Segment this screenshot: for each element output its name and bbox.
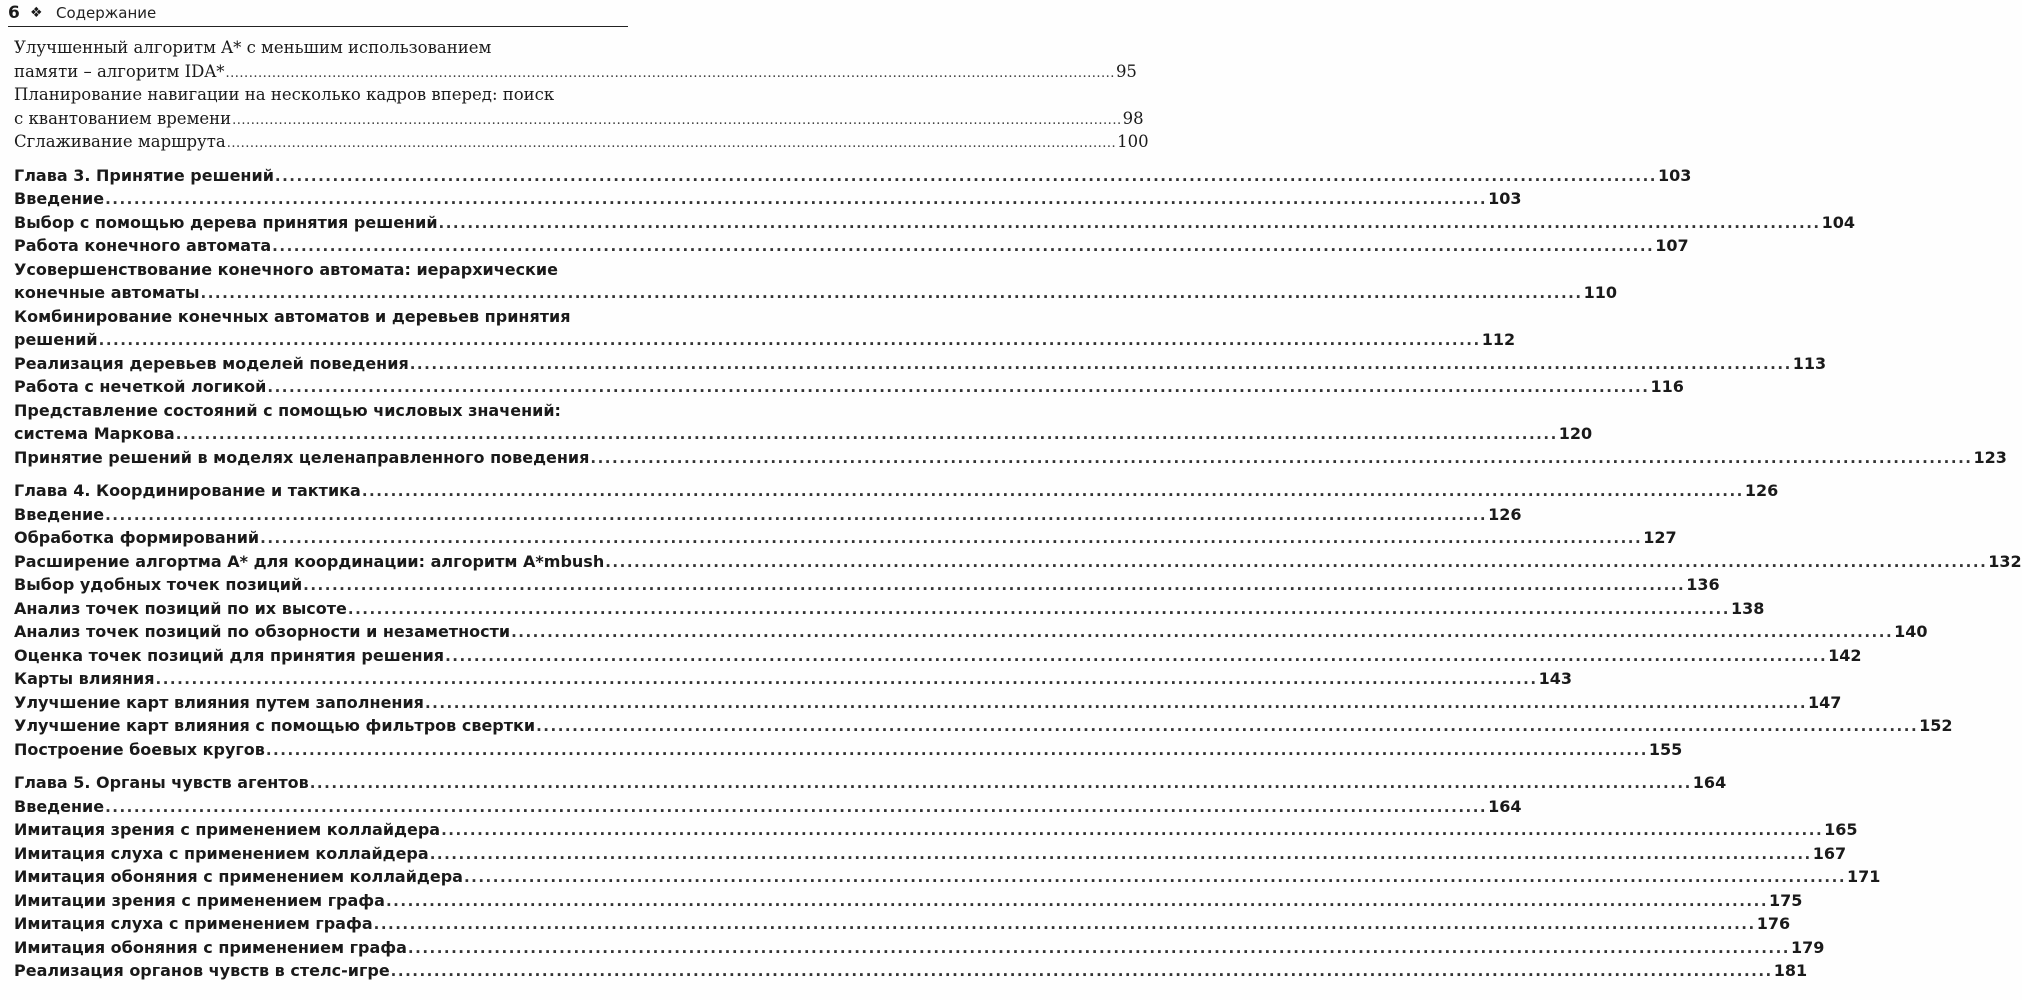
chapter-block	[14, 479, 2022, 761]
toc-entry	[14, 526, 1677, 550]
toc-entry-title: Имитация обоняния с применением коллайдера	[14, 867, 463, 886]
toc-entry	[14, 842, 1847, 866]
toc-entry-page: 112	[1481, 330, 1516, 349]
toc-entry-title: Анализ точек позиций по их высоте	[14, 598, 347, 618]
toc-entry-page: 140	[1894, 622, 1928, 641]
dot-leader	[464, 866, 1846, 890]
toc-entry-line	[14, 211, 1855, 235]
toc-entry-page: 127	[1643, 528, 1677, 547]
toc-entry-page: 175	[1769, 890, 1803, 910]
toc-entry	[14, 258, 1617, 305]
toc-entry-page: 136	[1686, 575, 1720, 594]
toc-entry-page: 171	[1847, 867, 1881, 886]
dot-leader	[408, 937, 1790, 961]
toc-entry-page: 165	[1824, 820, 1858, 839]
dot-leader	[266, 739, 1648, 763]
toc-entry	[14, 130, 1149, 154]
toc-entry-page: 113	[1792, 353, 1827, 373]
toc-entry-page: 143	[1538, 669, 1572, 688]
toc-entry-title: Имитация слуха с применением коллайдера	[14, 843, 429, 863]
toc-entry-title: Сглаживание маршрута	[14, 132, 226, 151]
chapter-heading-line	[14, 164, 1692, 188]
toc-entry-title: Введение	[14, 504, 105, 524]
toc-entry-title: Анализ точек позиций по обзорности и незаметности	[14, 622, 511, 641]
dot-leader	[99, 329, 1481, 353]
page-number: 6	[8, 3, 20, 23]
toc-entry	[14, 738, 1683, 762]
table-of-contents	[14, 36, 2022, 983]
toc-entry-title: Работа конечного автомата	[14, 236, 272, 255]
toc-entry-line	[14, 714, 1953, 738]
toc-entry-title: Реализация деревьев моделей поведения	[14, 353, 409, 373]
toc-entry-title: Расширение алгортма A* для координации: алгоритм A*mbush	[14, 551, 605, 571]
dot-leader	[272, 235, 1654, 259]
toc-entry-page: 132	[1988, 551, 2022, 571]
toc-entry	[14, 667, 1572, 691]
toc-entry-title: Имитация слуха с применением графа	[14, 914, 373, 933]
toc-entry-page: 110	[1583, 283, 1617, 302]
toc-entry-line	[14, 620, 1928, 644]
chapter-heading-title: Глава 5. Органы чувств агентов	[14, 773, 309, 792]
toc-entry-line	[14, 526, 1677, 550]
toc-entry-page: 142	[1828, 645, 1862, 665]
toc-entry-line	[14, 644, 1862, 668]
toc-entry	[14, 691, 1842, 715]
dot-leader	[260, 527, 1642, 551]
chapter-block	[14, 164, 2007, 470]
toc-entry-line	[14, 422, 1593, 446]
dot-leader	[439, 212, 1821, 236]
dot-leader	[605, 551, 1987, 575]
toc-entry-text: Планирование навигации на несколько кадров вперед: поиск	[14, 85, 555, 104]
dot-leader	[105, 504, 1487, 528]
toc-entry	[14, 375, 1684, 399]
toc-entry-line	[14, 107, 1144, 131]
toc-entry	[14, 305, 1516, 352]
toc-entry	[14, 912, 1791, 936]
toc-entry	[14, 959, 1808, 983]
toc-entry-line	[14, 352, 1827, 376]
toc-entry-line	[14, 60, 1137, 84]
toc-entry-page: 176	[1756, 914, 1791, 933]
dot-leader	[386, 890, 1768, 914]
toc-entry-title: система Маркова	[14, 424, 175, 443]
dot-leader	[201, 282, 1583, 306]
dot-leader	[410, 353, 1792, 377]
toc-entry-page: 104	[1821, 212, 1855, 232]
toc-entry-page: 167	[1812, 843, 1847, 863]
toc-entry	[14, 889, 1803, 913]
toc-entry	[14, 36, 1137, 83]
toc-entry-title: Улучшение карт влияния путем заполнения	[14, 692, 424, 712]
toc-entry	[14, 620, 1928, 644]
toc-entry	[14, 211, 1855, 235]
toc-entry-page: 138	[1730, 598, 1765, 618]
toc-entry-title: Выбор удобных точек позиций	[14, 575, 303, 594]
toc-entry	[14, 446, 2007, 470]
dot-leader	[156, 668, 1538, 692]
dot-leader	[267, 376, 1649, 400]
toc-entry-text: Улучшенный алгоритм A* с меньшим использованием	[14, 38, 492, 57]
dot-leader	[105, 796, 1487, 820]
toc-entry	[14, 503, 1522, 527]
toc-entry	[14, 573, 1720, 597]
toc-entry-page: 164	[1488, 796, 1522, 816]
toc-entry	[14, 83, 1144, 130]
toc-entry	[14, 352, 1827, 376]
toc-entry-line	[14, 738, 1683, 762]
dot-leader	[590, 447, 1972, 471]
toc-entry	[14, 714, 1953, 738]
toc-entry	[14, 936, 1825, 960]
dot-leader	[348, 598, 1730, 622]
toc-entry-page: 123	[1973, 447, 2007, 467]
chapter-heading-title: Глава 4. Координирование и тактика	[14, 481, 361, 500]
toc-entry	[14, 399, 1593, 446]
toc-entry-line	[14, 281, 1617, 305]
toc-entry-line	[14, 234, 1689, 258]
toc-entry	[14, 644, 1862, 668]
toc-entry-title: памяти – алгоритм IDA*	[14, 61, 225, 81]
toc-entry-title: конечные автоматы	[14, 283, 200, 302]
dot-leader	[105, 188, 1487, 212]
toc-entry-text: Усовершенствование конечного автомата: иерархические	[14, 259, 558, 279]
toc-entry-line	[14, 328, 1516, 352]
toc-entry-page: 179	[1790, 937, 1825, 957]
header-title: Содержание	[56, 4, 157, 22]
chapter-heading-title: Глава 3. Принятие решений	[14, 165, 274, 185]
toc-entry-page: 181	[1773, 961, 1808, 980]
dot-leader	[425, 692, 1807, 716]
toc-entry-page: 120	[1558, 424, 1593, 443]
toc-entry-title: Выбор с помощью дерева принятия решений	[14, 212, 438, 232]
toc-entry	[14, 865, 1881, 889]
toc-entry-page: 147	[1808, 692, 1842, 712]
dot-leader	[374, 913, 1756, 937]
toc-entry-line	[14, 503, 1522, 527]
toc-entry-line	[14, 818, 1858, 842]
dot-leader	[430, 843, 1812, 867]
toc-entry-page: 116	[1650, 377, 1684, 396]
chapter-block	[14, 771, 1881, 983]
toc-entry-line	[14, 842, 1847, 866]
toc-entry-line	[14, 865, 1881, 889]
toc-entry-page: 107	[1655, 236, 1689, 255]
dot-leader	[511, 621, 1893, 645]
toc-entry-title: Реализация органов чувств в стелс-игре	[14, 961, 390, 980]
toc-entry-page: 103	[1488, 189, 1522, 208]
toc-entry-title: Принятие решений в моделях целенаправленного поведения	[14, 447, 590, 467]
toc-entry-title: Работа с нечеткой логикой	[14, 377, 267, 396]
dot-leader	[391, 960, 1773, 984]
toc-entry-line	[14, 550, 2022, 574]
chapter-heading-page: 103	[1657, 165, 1692, 185]
dot-leader	[275, 165, 1657, 189]
toc-entry-line	[14, 889, 1803, 913]
toc-entry-line	[14, 597, 1765, 621]
dot-leader	[232, 109, 1121, 133]
toc-entry-title: Имитации зрения с применением графа	[14, 890, 385, 910]
toc-entry	[14, 234, 1689, 258]
toc-entry-title: Имитация обоняния с применением графа	[14, 937, 407, 957]
toc-entry-line	[14, 936, 1825, 960]
toc-entry-title: Оценка точек позиций для принятия решения	[14, 645, 445, 665]
toc-entry-title: Введение	[14, 189, 105, 208]
toc-entry	[14, 597, 1765, 621]
toc-entry-title: решений	[14, 330, 98, 349]
toc-entry	[14, 550, 2022, 574]
toc-entry-line	[14, 375, 1684, 399]
toc-entry-title: Улучшение карт влияния с помощью фильтров свертки	[14, 716, 536, 735]
dot-leader	[441, 819, 1823, 843]
toc-entry-page: 155	[1648, 739, 1683, 759]
toc-entry-text: Комбинирование конечных автоматов и деревьев принятия	[14, 306, 571, 326]
dot-leader	[176, 423, 1558, 447]
toc-entry-page: 100	[1117, 132, 1149, 151]
toc-entry-title: Карты влияния	[14, 669, 155, 688]
toc-entry	[14, 818, 1858, 842]
toc-entry-title: Построение боевых кругов	[14, 739, 265, 759]
chapter-heading-page: 164	[1692, 773, 1727, 792]
ornament-icon: ❖	[30, 5, 43, 21]
toc-entry-page: 152	[1919, 716, 1953, 735]
toc-entry-line	[14, 959, 1808, 983]
toc-entry-line	[14, 130, 1149, 154]
running-header	[8, 0, 628, 27]
toc-entry-line	[14, 187, 1522, 211]
toc-entry-line	[14, 795, 1522, 819]
toc-entry-title: Имитация зрения с применением коллайдера	[14, 820, 441, 839]
toc-entry-line	[14, 573, 1720, 597]
chapter-heading-line	[14, 479, 1779, 503]
chapter-heading-page: 126	[1744, 481, 1779, 500]
toc-entry-page: 98	[1122, 108, 1144, 128]
dot-leader	[303, 574, 1685, 598]
toc-entry-line	[14, 691, 1842, 715]
dot-leader	[310, 772, 1692, 796]
toc-entry-line	[14, 667, 1572, 691]
dot-leader	[226, 62, 1115, 86]
dot-leader	[445, 645, 1827, 669]
dot-leader	[227, 132, 1116, 156]
toc-entry	[14, 795, 1522, 819]
section-block	[14, 36, 1149, 154]
toc-entry-title: Обработка формирований	[14, 528, 260, 547]
chapter-heading-line	[14, 771, 1727, 795]
toc-entry	[14, 187, 1522, 211]
toc-entry-title: с квантованием времени	[14, 108, 232, 128]
toc-entry-page: 126	[1488, 504, 1522, 524]
toc-entry-line	[14, 912, 1791, 936]
toc-entry-title: Введение	[14, 796, 105, 816]
dot-leader	[362, 480, 1744, 504]
toc-entry-line	[14, 446, 2007, 470]
toc-entry-text: Представление состояний с помощью числовых значений:	[14, 400, 561, 420]
toc-entry-page: 95	[1115, 61, 1137, 81]
dot-leader	[536, 715, 1918, 739]
